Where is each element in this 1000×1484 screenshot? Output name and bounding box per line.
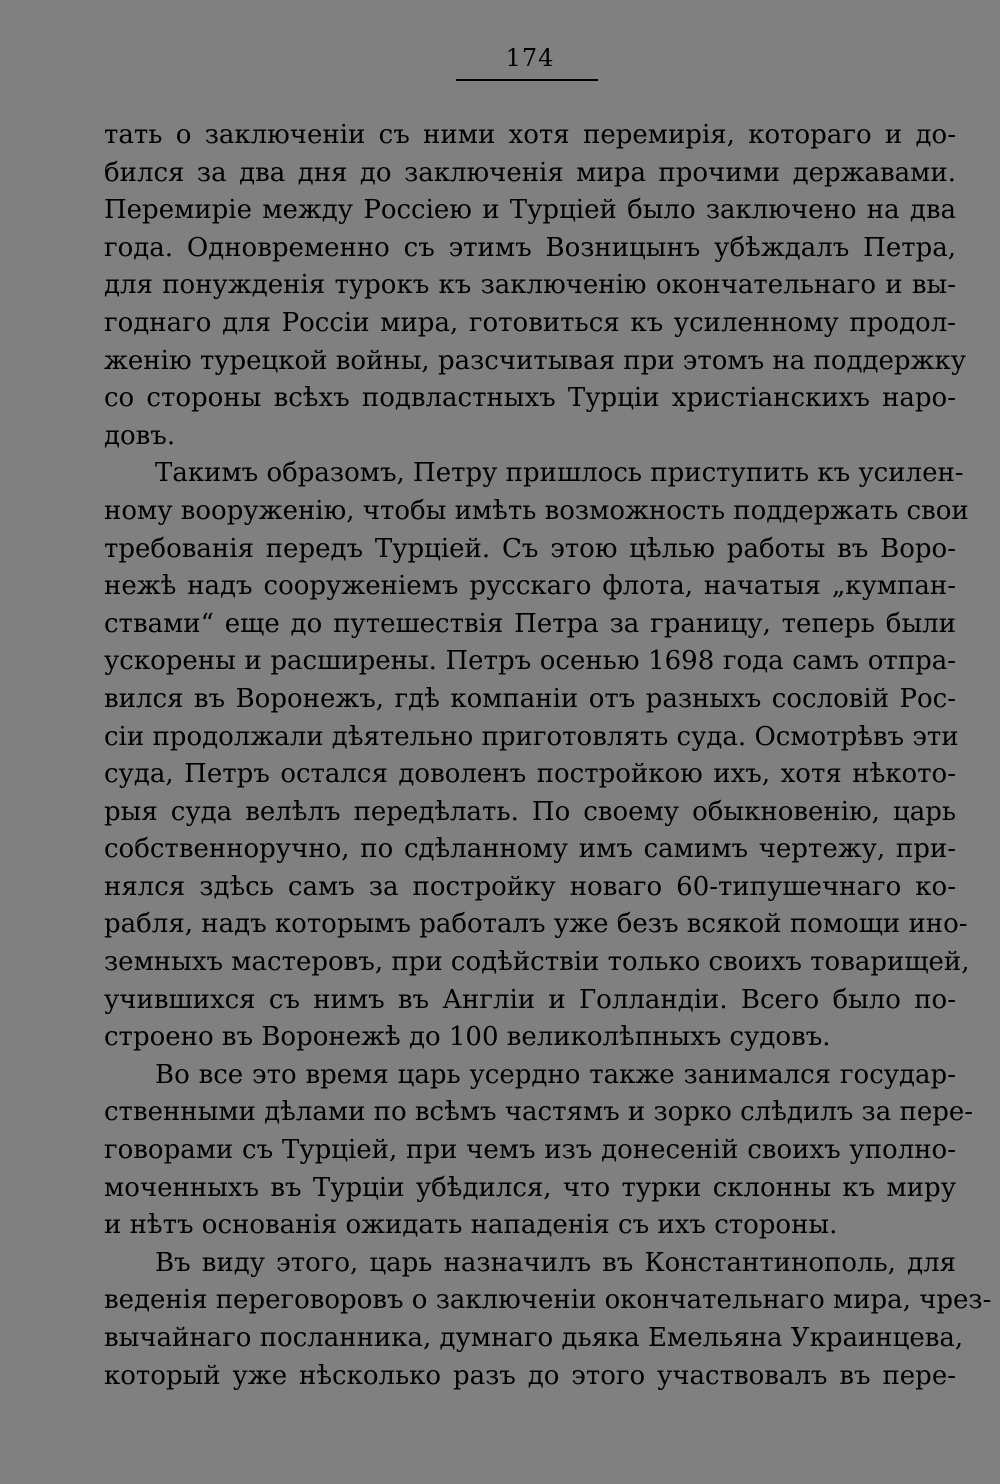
text-line: рыя суда велѣлъ передѣлать. По своему обыкновенiю, царь (104, 796, 956, 827)
text-line: Въ виду этого, царь назначилъ въ Константинополь, для (155, 1247, 956, 1278)
text-line: требованiя передъ Турцiей. Съ этою цѣлью работы въ Воро- (104, 533, 956, 564)
page-number: 174 (505, 44, 555, 72)
text-line: строено въ Воронежѣ до 100 великолѣпныхъ судовъ. (104, 1022, 831, 1053)
text-line: ствами“ еще до путешествiя Петра за границу, теперь были (104, 608, 956, 639)
text-line: года. Одновременно съ этимъ Возницынъ убѣждалъ Петра, (104, 232, 956, 263)
text-line: ускорены и расширены. Петръ осенью 1698 года самъ отпра- (104, 646, 956, 677)
paragraph-4 (104, 1245, 992, 1395)
body-text (104, 117, 992, 1395)
text-line: Во все это время царь усердно также занимался государ- (155, 1059, 956, 1090)
text-line: годнаго для Россiи мира, готовиться къ усиленному продол- (104, 307, 956, 338)
text-line: нялся здѣсь самъ за постройку новаго 60-типушечнаго ко- (104, 871, 956, 902)
text-line: вился въ Воронежъ, гдѣ компанiи отъ разныхъ сословiй Рос- (104, 683, 956, 714)
text-line: веденiя переговоровъ о заключенiи окончательнаго мира, чрез- (104, 1285, 992, 1316)
text-line: земныхъ мастеровъ, при содѣйствiи только своихъ товарищей, (104, 947, 970, 978)
text-line: собственноручно, по сдѣланному имъ самимъ чертежу, при- (104, 834, 956, 865)
text-line: рабля, надъ которымъ работалъ уже безъ всякой помощи ино- (104, 909, 968, 940)
text-line: и нѣтъ основанiя ожидать нападенiя съ ихъ стороны. (104, 1210, 838, 1241)
text-line: сiи продолжали дѣятельно приготовлять суда. Осмотрѣвъ эти (104, 721, 959, 752)
page-number-rule (456, 79, 598, 81)
text-line: бился за два дня до заключенiя мира прочими державами. (104, 157, 956, 188)
text-line: Перемирiе между Россiею и Турцiей было заключено на два (104, 195, 956, 226)
text-line: Такимъ образомъ, Петру пришлось приступить къ усилен- (155, 458, 964, 489)
text-line: моченныхъ въ Турцiи убѣдился, что турки склонны къ миру (104, 1172, 956, 1203)
text-line: учившихся съ нимъ въ Англiи и Голландiи. Всего было по- (104, 984, 956, 1015)
paragraph-3 (104, 1057, 974, 1245)
text-line: говорами съ Турцiей, при чемъ изъ донесенiй своихъ уполно- (104, 1135, 956, 1166)
text-line: вычайнаго посланника, думнаго дьяка Емельяна Украинцева, (104, 1323, 964, 1353)
text-line: нежѣ надъ сооруженiемъ русскаго флота, начатыя „кумпан- (104, 571, 956, 602)
text-line: суда, Петръ остался доволенъ постройкою ихъ, хотя нѣкото- (104, 759, 956, 790)
paragraph-2 (104, 455, 970, 1057)
text-line: для понужденiя турокъ къ заключенiю окончательнаго и вы- (104, 270, 956, 301)
paragraph-1 (104, 117, 967, 455)
text-line: ственными дѣлами по всѣмъ частямъ и зорко слѣдилъ за пере- (104, 1097, 974, 1128)
text-line: ному вооруженiю, чтобы имѣть возможность поддержать свои (104, 495, 969, 526)
text-line: тать о заключенiи съ ними хотя перемирiя, котораго и до- (104, 120, 956, 150)
text-line: который уже нѣсколько разъ до этого участвовалъ въ пере- (104, 1360, 956, 1391)
text-line: довъ. (104, 420, 176, 451)
text-line: женiю турецкой войны, разсчитывая при этомъ на поддержку (104, 345, 967, 376)
text-line: со стороны всѣхъ подвластныхъ Турцiи христiанскихъ наро- (104, 383, 956, 414)
